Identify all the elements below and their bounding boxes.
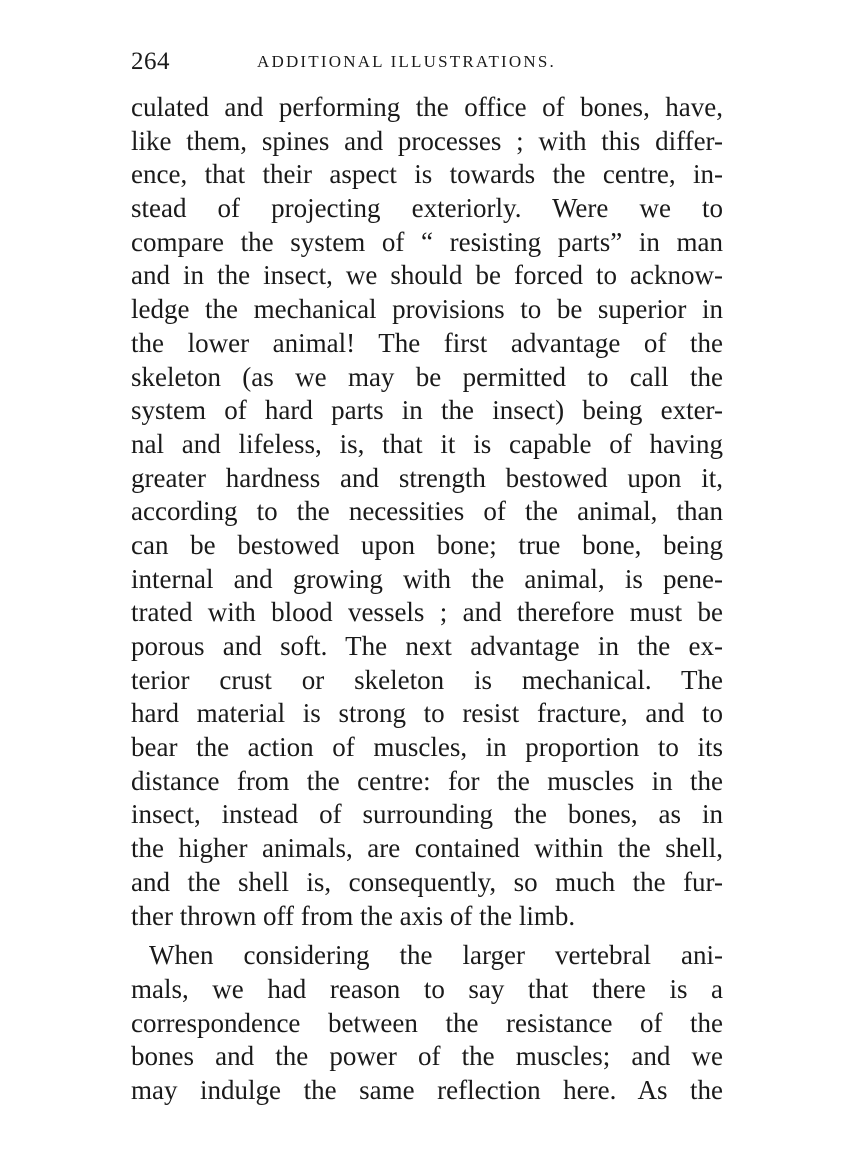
text-line: and in the insect, we should be forced to acknow-	[131, 260, 723, 291]
text-line: terior crust or skeleton is mechanical. The	[131, 664, 723, 695]
text-line: nal and lifeless, is, that it is capable of having	[131, 428, 723, 459]
body-text	[131, 91, 723, 1108]
text-line: the lower animal! The first advantage of the	[131, 327, 723, 358]
text-line: ledge the mechanical provisions to be superior in	[131, 294, 723, 325]
text-line: according to the necessities of the animal, than	[131, 496, 723, 527]
paragraph-2	[131, 939, 723, 1107]
text-line: may indulge the same reflection here. As the	[131, 1074, 723, 1105]
text-line: insect, instead of surrounding the bones, as in	[131, 799, 723, 830]
text-line: skeleton (as we may be permitted to call the	[131, 361, 723, 392]
running-head	[131, 44, 731, 80]
text-line: system of hard parts in the insect) being exter-	[131, 395, 723, 426]
text-line: culated and performing the office of bones, have,	[131, 92, 723, 122]
text-line: bones and the power of the muscles; and we	[131, 1041, 723, 1072]
text-line: correspondence between the resistance of the	[131, 1007, 723, 1038]
text-line: hard material is strong to resist fracture, and to	[131, 698, 723, 729]
paragraph-1	[131, 91, 723, 933]
text-line: stead of projecting exteriorly. Were we to	[131, 193, 723, 224]
text-line: greater hardness and strength bestowed upon it,	[131, 462, 723, 493]
text-line: internal and growing with the animal, is pene-	[131, 563, 723, 594]
text-line: distance from the centre: for the muscles in the	[131, 765, 723, 796]
text-line: bear the action of muscles, in proportion to its	[131, 732, 723, 763]
page-number: 264	[131, 48, 170, 75]
text-line: ence, that their aspect is towards the centre, in-	[131, 159, 723, 190]
running-title: ADDITIONAL ILLUSTRATIONS.	[257, 52, 556, 71]
text-line: porous and soft. The next advantage in the ex-	[131, 631, 723, 661]
text-line: trated with blood vessels ; and therefore must be	[131, 597, 723, 628]
text-line: mals, we had reason to say that there is a	[131, 973, 723, 1004]
text-line: and the shell is, consequently, so much the fur-	[131, 866, 723, 897]
text-line: the higher animals, are contained within the shell,	[131, 833, 723, 864]
text-line: like them, spines and processes ; with this differ-	[131, 125, 723, 156]
text-line: When considering the larger vertebral ani-	[149, 940, 723, 971]
text-line: can be bestowed upon bone; true bone, being	[131, 529, 723, 560]
text-line: ther thrown off from the axis of the limb.	[131, 900, 576, 931]
text-line: compare the system of “ resisting parts” in man	[131, 226, 723, 257]
